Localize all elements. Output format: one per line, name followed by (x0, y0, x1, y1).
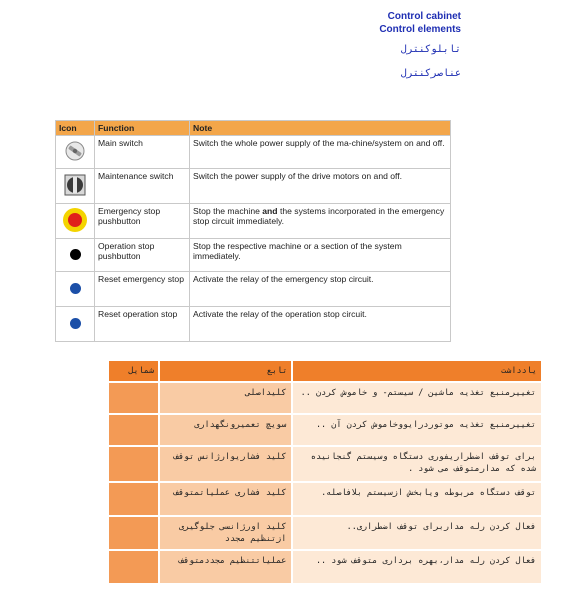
icon-cell (56, 169, 95, 204)
note-cell: Activate the relay of the operation stop circuit. (190, 307, 451, 342)
symbol-cell (108, 550, 159, 584)
blue-dot-icon (70, 318, 81, 329)
emergency-stop-icon (61, 207, 89, 233)
icon-cell (56, 307, 95, 342)
note-cell: فعال کردن رله مدار،بهره برداری متوقف شود .. (292, 550, 542, 584)
column-header-note: یادداشت (292, 360, 542, 382)
note-cell: Switch the power supply of the drive motors on and off. (190, 169, 451, 204)
table-row (108, 446, 542, 482)
note-cell: تغییرمنبع تغذیه موتوردرایووخاموش کردن آن .. (292, 414, 542, 446)
symbol-cell (108, 382, 159, 414)
function-cell: Reset emergency stop (95, 272, 190, 307)
function-cell: عملیاتتنظیم مجددمتوقف (159, 550, 292, 584)
icon-cell (56, 204, 95, 239)
table-row (108, 482, 542, 516)
title-line-2: Control elements (379, 24, 461, 35)
table-row (108, 382, 542, 414)
table-row (108, 414, 542, 446)
note-cell: برای توقف اضطراریفوری دستگاه وسیستم گنجانیده شده که مدارمتوقف می شود . (292, 446, 542, 482)
symbol-cell (108, 446, 159, 482)
main-switch-icon (62, 139, 88, 163)
table-row (108, 516, 542, 550)
table-row (56, 204, 451, 239)
column-header-symbol: شمایل (108, 360, 159, 382)
column-header-note: Note (190, 121, 451, 136)
function-cell: Emergency stop pushbutton (95, 204, 190, 239)
symbol-cell (108, 482, 159, 516)
symbol-cell (108, 414, 159, 446)
table-row (56, 307, 451, 342)
function-cell: سویچ تعمیرونگهداری (159, 414, 292, 446)
function-cell: کلید اورژانسی جلوگیری ازتنظیم مجدد (159, 516, 292, 550)
table-row (56, 272, 451, 307)
note-cell: Activate the relay of the emergency stop circuit. (190, 272, 451, 307)
fa-title-line-2: عناصرکنترل (400, 68, 461, 79)
maintenance-switch-icon (62, 172, 88, 198)
table-row (108, 550, 542, 584)
icon-cell (56, 272, 95, 307)
persian-control-table (108, 360, 542, 584)
table-header-row (56, 121, 451, 136)
note-cell: فعال کردن رله مداربرای توقف اضطراری.. (292, 516, 542, 550)
symbol-cell (108, 516, 159, 550)
title-line-1: Control cabinet (387, 11, 461, 22)
blue-dot-icon (70, 283, 81, 294)
fa-title-line-1: تابلوکنترل (400, 44, 461, 55)
control-elements-table (55, 120, 451, 342)
table-row (56, 136, 451, 169)
note-cell: توقف دستگاه مربوطه ویابخش ازسیستم بلافاصله. (292, 482, 542, 516)
table-row (56, 239, 451, 272)
icon-cell (56, 136, 95, 169)
function-cell: Main switch (95, 136, 190, 169)
note-cell: Stop the machine and the systems incorporated in the emergency stop circuit immediately. (190, 204, 451, 239)
function-cell: کلیداصلی (159, 382, 292, 414)
note-cell: تغییرمنبع تغذیه ماشین / سیستم- و خاموش کردن .. (292, 382, 542, 414)
table-header-row (108, 360, 542, 382)
function-cell: Reset operation stop (95, 307, 190, 342)
column-header-function: تابع (159, 360, 292, 382)
column-header-function: Function (95, 121, 190, 136)
black-dot-icon (70, 249, 81, 260)
column-header-icon: Icon (56, 121, 95, 136)
function-cell: Maintenance switch (95, 169, 190, 204)
table-row (56, 169, 451, 204)
function-cell: کلید فشاری عملیاتمتوقف (159, 482, 292, 516)
note-cell: Switch the whole power supply of the ma-chine/system on and off. (190, 136, 451, 169)
function-cell: Operation stop pushbutton (95, 239, 190, 272)
function-cell: کلید فشاریوارژانس توقف (159, 446, 292, 482)
icon-cell (56, 239, 95, 272)
header-block (379, 10, 461, 36)
note-cell: Stop the respective machine or a section of the system immediately. (190, 239, 451, 272)
